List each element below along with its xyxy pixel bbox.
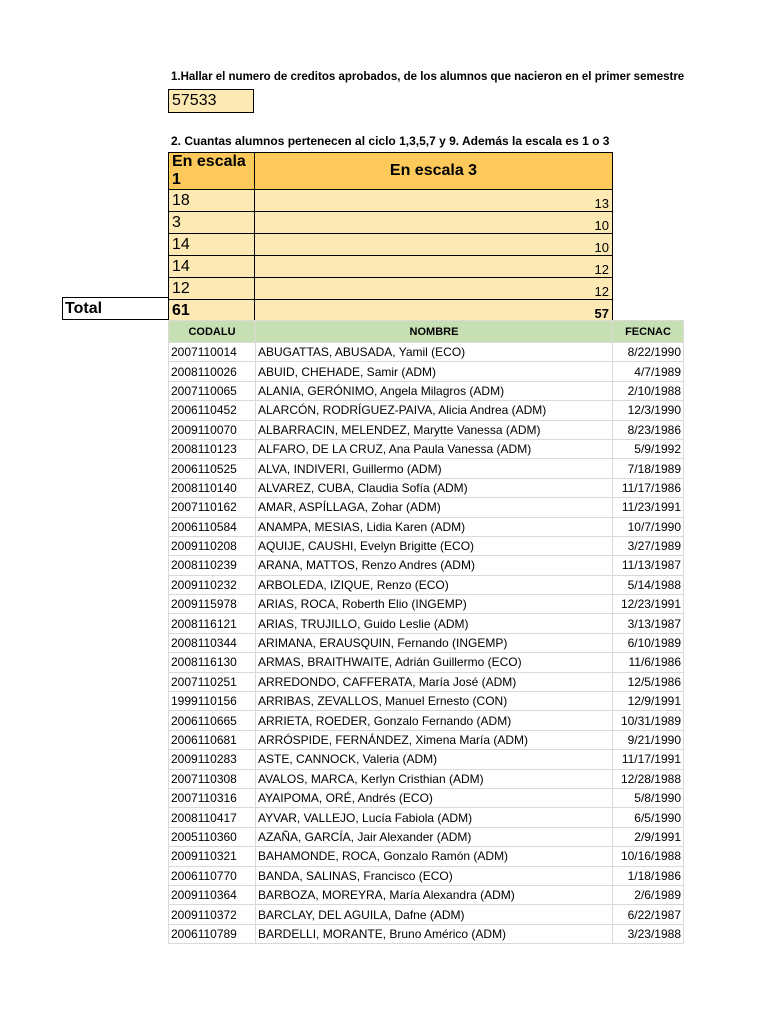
nombre-cell[interactable]: ALANIA, GERÓNIMO, Angela Milagros (ADM)	[256, 381, 613, 400]
fecnac-cell[interactable]: 6/10/1989	[613, 633, 684, 652]
fecnac-cell[interactable]: 10/31/1989	[613, 711, 684, 730]
escala-row	[169, 278, 613, 300]
table-row	[169, 362, 684, 381]
escala-3-cell[interactable]: 12	[255, 256, 613, 278]
table-row	[169, 905, 684, 924]
table-row	[169, 517, 684, 536]
codalu-cell[interactable]: 2006110452	[169, 401, 256, 420]
fecnac-cell[interactable]: 2/10/1988	[613, 381, 684, 400]
table-row	[169, 614, 684, 633]
escala-1-cell[interactable]: 14	[169, 234, 255, 256]
column-header-codalu[interactable]: CODALU	[169, 321, 256, 343]
codalu-cell[interactable]: 2006110770	[169, 866, 256, 885]
table-row	[169, 866, 684, 885]
codalu-cell[interactable]: 2009110283	[169, 750, 256, 769]
table-row	[169, 381, 684, 400]
students-header-row	[169, 321, 684, 343]
escala-total-row	[169, 300, 613, 322]
table-row	[169, 478, 684, 497]
table-row	[169, 885, 684, 904]
escala-1-cell[interactable]: 3	[169, 212, 255, 234]
codalu-cell[interactable]: 2007110316	[169, 788, 256, 807]
table-row	[169, 692, 684, 711]
nombre-cell[interactable]: ALVAREZ, CUBA, Claudia Sofía (ADM)	[256, 478, 613, 497]
table-row	[169, 808, 684, 827]
codalu-cell[interactable]: 2007110014	[169, 343, 256, 362]
nombre-cell[interactable]: BAHAMONDE, ROCA, Gonzalo Ramón (ADM)	[256, 847, 613, 866]
header-escala-1[interactable]: En escala 1	[169, 153, 255, 190]
codalu-cell[interactable]: 2006110525	[169, 459, 256, 478]
codalu-cell[interactable]: 2008110123	[169, 439, 256, 458]
escala-header-row	[169, 153, 613, 190]
table-row	[169, 343, 684, 362]
table-row	[169, 595, 684, 614]
fecnac-cell[interactable]: 11/13/1987	[613, 556, 684, 575]
codalu-cell[interactable]: 2009110364	[169, 885, 256, 904]
codalu-cell[interactable]: 2009110070	[169, 420, 256, 439]
escala-row	[169, 234, 613, 256]
codalu-cell[interactable]: 2008110417	[169, 808, 256, 827]
total-label[interactable]: Total	[62, 297, 168, 320]
nombre-cell[interactable]: AQUIJE, CAUSHI, Evelyn Brigitte (ECO)	[256, 536, 613, 555]
nombre-cell[interactable]: AMAR, ASPÍLLAGA, Zohar (ADM)	[256, 498, 613, 517]
nombre-cell[interactable]: ALBARRACIN, MELENDEZ, Marytte Vanessa (ADM)	[256, 420, 613, 439]
fecnac-cell[interactable]: 6/5/1990	[613, 808, 684, 827]
nombre-cell[interactable]: ALVA, INDIVERI, Guillermo (ADM)	[256, 459, 613, 478]
fecnac-cell[interactable]: 11/6/1986	[613, 653, 684, 672]
codalu-cell[interactable]: 2007110308	[169, 769, 256, 788]
fecnac-cell[interactable]: 3/13/1987	[613, 614, 684, 633]
codalu-cell[interactable]: 2006110584	[169, 517, 256, 536]
nombre-cell[interactable]: ARBOLEDA, IZIQUE, Renzo (ECO)	[256, 575, 613, 594]
nombre-cell[interactable]: ABUID, CHEHADE, Samir (ADM)	[256, 362, 613, 381]
table-row	[169, 556, 684, 575]
nombre-cell[interactable]: ARIAS, ROCA, Roberth Elio (INGEMP)	[256, 595, 613, 614]
codalu-cell[interactable]: 2006110681	[169, 730, 256, 749]
codalu-cell[interactable]: 2008110239	[169, 556, 256, 575]
nombre-cell[interactable]: ARRIBAS, ZEVALLOS, Manuel Ernesto (CON)	[256, 692, 613, 711]
nombre-cell[interactable]: AYVAR, VALLEJO, Lucía Fabiola (ADM)	[256, 808, 613, 827]
table-row	[169, 769, 684, 788]
nombre-cell[interactable]: ARREDONDO, CAFFERATA, María José (ADM)	[256, 672, 613, 691]
total-escala-1[interactable]: 61	[169, 300, 255, 322]
table-row	[169, 653, 684, 672]
codalu-cell[interactable]: 2007110162	[169, 498, 256, 517]
nombre-cell[interactable]: ALARCÓN, RODRÍGUEZ-PAIVA, Alicia Andrea (ADM)	[256, 401, 613, 420]
escala-1-cell[interactable]: 18	[169, 190, 255, 212]
codalu-cell[interactable]: 2008116121	[169, 614, 256, 633]
nombre-cell[interactable]: ALFARO, DE LA CRUZ, Ana Paula Vanessa (ADM)	[256, 439, 613, 458]
codalu-cell[interactable]: 2009110321	[169, 847, 256, 866]
question-2-text: 2. Cuantas alumnos pertenecen al ciclo 1,3,5,7 y 9. Además la escala es 1 o 3	[171, 134, 610, 148]
fecnac-cell[interactable]: 11/23/1991	[613, 498, 684, 517]
fecnac-cell[interactable]: 8/22/1990	[613, 343, 684, 362]
students-table	[168, 320, 684, 944]
codalu-cell[interactable]: 2005110360	[169, 827, 256, 846]
table-row	[169, 420, 684, 439]
table-row	[169, 498, 684, 517]
table-row	[169, 730, 684, 749]
nombre-cell[interactable]: ARMAS, BRAITHWAITE, Adrián Guillermo (ECO)	[256, 653, 613, 672]
nombre-cell[interactable]: ARIMANA, ERAUSQUIN, Fernando (INGEMP)	[256, 633, 613, 652]
fecnac-cell[interactable]: 12/5/1986	[613, 672, 684, 691]
codalu-cell[interactable]: 2008116130	[169, 653, 256, 672]
fecnac-cell[interactable]: 5/9/1992	[613, 439, 684, 458]
table-row	[169, 459, 684, 478]
codalu-cell[interactable]: 2009110232	[169, 575, 256, 594]
table-row	[169, 575, 684, 594]
fecnac-cell[interactable]: 11/17/1986	[613, 478, 684, 497]
column-header-nombre[interactable]: NOMBRE	[256, 321, 613, 343]
fecnac-cell[interactable]: 3/27/1989	[613, 536, 684, 555]
fecnac-cell[interactable]: 12/23/1991	[613, 595, 684, 614]
table-row	[169, 750, 684, 769]
nombre-cell[interactable]: AVALOS, MARCA, Kerlyn Cristhian (ADM)	[256, 769, 613, 788]
nombre-cell[interactable]: ANAMPA, MESIAS, Lidia Karen (ADM)	[256, 517, 613, 536]
fecnac-cell[interactable]: 8/23/1986	[613, 420, 684, 439]
nombre-cell[interactable]: ARRÓSPIDE, FERNÁNDEZ, Ximena María (ADM)	[256, 730, 613, 749]
nombre-cell[interactable]: ARRIETA, ROEDER, Gonzalo Fernando (ADM)	[256, 711, 613, 730]
column-header-fecnac[interactable]: FECNAC	[613, 321, 684, 343]
fecnac-cell[interactable]: 2/6/1989	[613, 885, 684, 904]
fecnac-cell[interactable]: 12/3/1990	[613, 401, 684, 420]
nombre-cell[interactable]: BARDELLI, MORANTE, Bruno Américo (ADM)	[256, 924, 613, 943]
table-row	[169, 711, 684, 730]
fecnac-cell[interactable]: 4/7/1989	[613, 362, 684, 381]
escala-1-cell[interactable]: 14	[169, 256, 255, 278]
fecnac-cell[interactable]: 9/21/1990	[613, 730, 684, 749]
table-row	[169, 439, 684, 458]
nombre-cell[interactable]: ARIAS, TRUJILLO, Guido Leslie (ADM)	[256, 614, 613, 633]
escala-3-cell[interactable]: 10	[255, 212, 613, 234]
codalu-cell[interactable]: 2009110208	[169, 536, 256, 555]
table-row	[169, 827, 684, 846]
escala-row	[169, 256, 613, 278]
table-row	[169, 401, 684, 420]
header-escala-3[interactable]: En escala 3	[255, 153, 613, 190]
nombre-cell[interactable]: BARBOZA, MOREYRA, María Alexandra (ADM)	[256, 885, 613, 904]
fecnac-cell[interactable]: 12/28/1988	[613, 769, 684, 788]
nombre-cell[interactable]: ARANA, MATTOS, Renzo Andres (ADM)	[256, 556, 613, 575]
fecnac-cell[interactable]: 12/9/1991	[613, 692, 684, 711]
nombre-cell[interactable]: ASTE, CANNOCK, Valeria (ADM)	[256, 750, 613, 769]
fecnac-cell[interactable]: 6/22/1987	[613, 905, 684, 924]
table-row	[169, 788, 684, 807]
codalu-cell[interactable]: 2009115978	[169, 595, 256, 614]
table-row	[169, 672, 684, 691]
fecnac-cell[interactable]: 1/18/1986	[613, 866, 684, 885]
escala-3-cell[interactable]: 12	[255, 278, 613, 300]
fecnac-cell[interactable]: 5/8/1990	[613, 788, 684, 807]
escala-row	[169, 190, 613, 212]
fecnac-cell[interactable]: 10/7/1990	[613, 517, 684, 536]
nombre-cell[interactable]: ABUGATTAS, ABUSADA, Yamil (ECO)	[256, 343, 613, 362]
table-row	[169, 633, 684, 652]
fecnac-cell[interactable]: 10/16/1988	[613, 847, 684, 866]
students-body	[169, 343, 684, 944]
escala-table	[168, 152, 613, 322]
nombre-cell[interactable]: AZAÑA, GARCÍA, Jair Alexander (ADM)	[256, 827, 613, 846]
codalu-cell[interactable]: 2009110372	[169, 905, 256, 924]
nombre-cell[interactable]: AYAIPOMA, ORÉ, Andrés (ECO)	[256, 788, 613, 807]
fecnac-cell[interactable]: 11/17/1991	[613, 750, 684, 769]
codalu-cell[interactable]: 2008110026	[169, 362, 256, 381]
codalu-cell[interactable]: 1999110156	[169, 692, 256, 711]
codalu-cell[interactable]: 2007110251	[169, 672, 256, 691]
fecnac-cell[interactable]: 7/18/1989	[613, 459, 684, 478]
escala-1-cell[interactable]: 12	[169, 278, 255, 300]
question-1-answer-cell[interactable]: 57533	[168, 89, 254, 113]
escala-3-cell[interactable]: 10	[255, 234, 613, 256]
nombre-cell[interactable]: BARCLAY, DEL AGUILA, Dafne (ADM)	[256, 905, 613, 924]
table-row	[169, 924, 684, 943]
codalu-cell[interactable]: 2006110789	[169, 924, 256, 943]
fecnac-cell[interactable]: 2/9/1991	[613, 827, 684, 846]
codalu-cell[interactable]: 2008110344	[169, 633, 256, 652]
table-row	[169, 536, 684, 555]
table-row	[169, 847, 684, 866]
fecnac-cell[interactable]: 3/23/1988	[613, 924, 684, 943]
codalu-cell[interactable]: 2006110665	[169, 711, 256, 730]
fecnac-cell[interactable]: 5/14/1988	[613, 575, 684, 594]
total-escala-3[interactable]: 57	[255, 300, 613, 322]
question-1-text: 1.Hallar el numero de creditos aprobados, de los alumnos que nacieron en el primer semestre	[171, 71, 684, 83]
codalu-cell[interactable]: 2008110140	[169, 478, 256, 497]
escala-3-cell[interactable]: 13	[255, 190, 613, 212]
nombre-cell[interactable]: BANDA, SALINAS, Francisco (ECO)	[256, 866, 613, 885]
escala-row	[169, 212, 613, 234]
codalu-cell[interactable]: 2007110065	[169, 381, 256, 400]
